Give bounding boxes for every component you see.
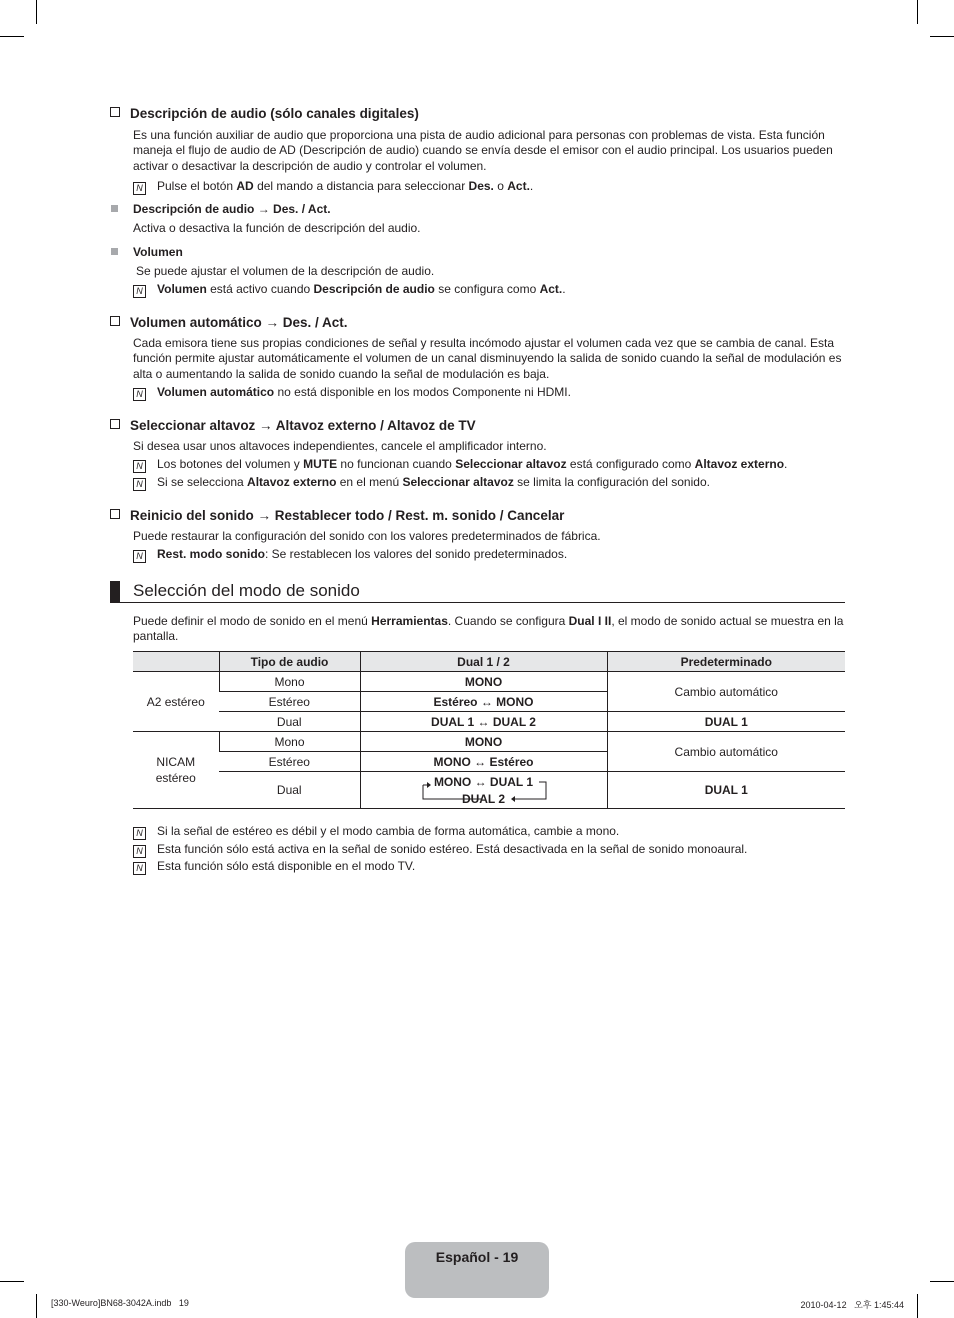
note: N Pulse el botón AD del mando a distancia para seleccionar Des. o Act.. [133,179,533,195]
section-body: Cada emisora tiene sus propias condiciones de señal y resulta incómodo ajustar el volumen cada vez que se cambia de canal. Esta función permite ajustar automáticamente el volumen de un canal disminuyendo la salida de sonido cuando la señal de modulación es alta o aumentando la salida de sonido cuando la señal de modulación es baja. [133,336,842,381]
note-icon: N [133,478,146,491]
heading-bar [110,581,120,603]
note-icon: N [133,845,146,858]
note: N Si se selecciona Altavoz externo en el menú Seleccionar altavoz se limita la configuración del sonido. [133,475,710,491]
note: N Los botones del volumen y MUTE no funcionan cuando Seleccionar altavoz está configurado como Altavoz externo. [133,457,787,473]
checkbox-icon [110,509,120,519]
table-cell: Mono [219,732,360,752]
table-header-row [133,652,845,672]
crop-mark [36,1294,37,1318]
table-row [133,772,845,809]
cycle-arrow-icon [361,772,608,809]
table-row [133,712,845,732]
note-icon: N [133,388,146,401]
section-body: Es una función auxiliar de audio que proporciona una pista de audio adicional para personas con problemas de vista. Esta función maneja el flujo de audio de AD (Descripción de audio) cuando se envía desde el emisor con el audio principal. Los usuarios pueden activar o desactivar la descripción de audio y controlar el volumen. [133,128,833,173]
table-cell: Cambio automático [607,672,845,712]
table-cell: DUAL 1 [607,772,845,809]
note: N Esta función sólo está activa en la señal de sonido estéreo. Está desactivada en la señal de sonido monoaural. [133,842,747,858]
dual-cycle-bottom: DUAL 2 [461,792,506,806]
intro-text: Puede definir el modo de sonido en el menú Herramientas. Cuando se configura Dual I II, el modo de sonido actual se muestra en la pantalla. [133,614,844,644]
section-body: Puede restaurar la configuración del sonido con los valores predeterminados de fábrica. [133,529,601,543]
table-header: Dual 1 / 2 [360,652,607,672]
table-cell: Dual [219,772,360,809]
sound-mode-table [133,651,845,809]
note: N Esta función sólo está disponible en el modo TV. [133,859,415,875]
checkbox-icon [110,316,120,326]
note-icon: N [133,460,146,473]
note: N Volumen está activo cuando Descripción de audio se configura como Act.. [133,282,566,298]
table-header [133,652,219,672]
note-icon: N [133,827,146,840]
checkbox-icon [110,419,120,429]
note-icon: N [133,285,146,298]
divider [110,602,845,603]
bullet-square-icon [111,205,118,212]
crop-mark [930,36,954,37]
table-header: Predeterminado [607,652,845,672]
sub-body: Se puede ajustar el volumen de la descripción de audio. [136,264,435,278]
table-cell: MONO [360,672,607,692]
table-cell: Estéreo ↔ MONO [360,692,607,712]
section-heading: Descripción de audio (sólo canales digitales) [110,106,419,121]
table-cell: DUAL 1 [607,712,845,732]
note: N Si la señal de estéreo es débil y el modo cambia de forma automática, cambie a mono. [133,824,619,840]
crop-mark [0,36,24,37]
table-cell: A2 estéreo [133,672,219,732]
sub-heading: Descripción de audio → Des. / Act. [133,202,331,216]
table-cell: Estéreo [219,752,360,772]
section-heading: Reinicio del sonido → Restablecer todo / Rest. m. sonido / Cancelar [110,508,564,523]
dual-cycle-top: MONO ↔ DUAL 1 [433,775,534,789]
table-cell: Mono [219,672,360,692]
table-cell: Cambio automático [607,732,845,772]
table-row [133,672,845,692]
crop-mark [917,1294,918,1318]
print-slug-left: [330-Weuro]BN68-3042A.indb 19 [51,1298,189,1308]
checkbox-icon [110,107,120,117]
note-icon: N [133,862,146,875]
crop-mark [917,0,918,24]
table-header: Tipo de audio [219,652,360,672]
table-cell: MONO ↔ Estéreo [360,752,607,772]
page-title: Selección del modo de sonido [133,581,360,600]
crop-mark [36,0,37,24]
sub-heading: Volumen [133,245,183,259]
sub-body: Activa o desactiva la función de descripción del audio. [133,221,421,235]
bullet-square-icon [111,248,118,255]
table-cell: Dual [219,712,360,732]
table-row [133,732,845,752]
section-body: Si desea usar unos altavoces independientes, cancele el amplificador interno. [133,439,547,453]
table-cell [360,772,607,809]
table-cell: DUAL 1 ↔ DUAL 2 [360,712,607,732]
section-heading: Seleccionar altavoz → Altavoz externo / Altavoz de TV [110,418,476,433]
section-heading: Volumen automático → Des. / Act. [110,315,348,330]
table-cell: MONO [360,732,607,752]
note: N Volumen automático no está disponible en los modos Componente ni HDMI. [133,385,571,401]
crop-mark [0,1281,24,1282]
crop-mark [930,1281,954,1282]
print-slug-right: 2010-04-12 오후 1:45:44 [800,1300,904,1310]
note: N Rest. modo sonido: Se restablecen los valores del sonido predeterminados. [133,547,567,563]
note-icon: N [133,182,146,195]
table-cell: Estéreo [219,692,360,712]
note-icon: N [133,550,146,563]
page-number: Español - 19 [435,1249,519,1265]
table-cell: NICAM estéreo [133,732,219,809]
